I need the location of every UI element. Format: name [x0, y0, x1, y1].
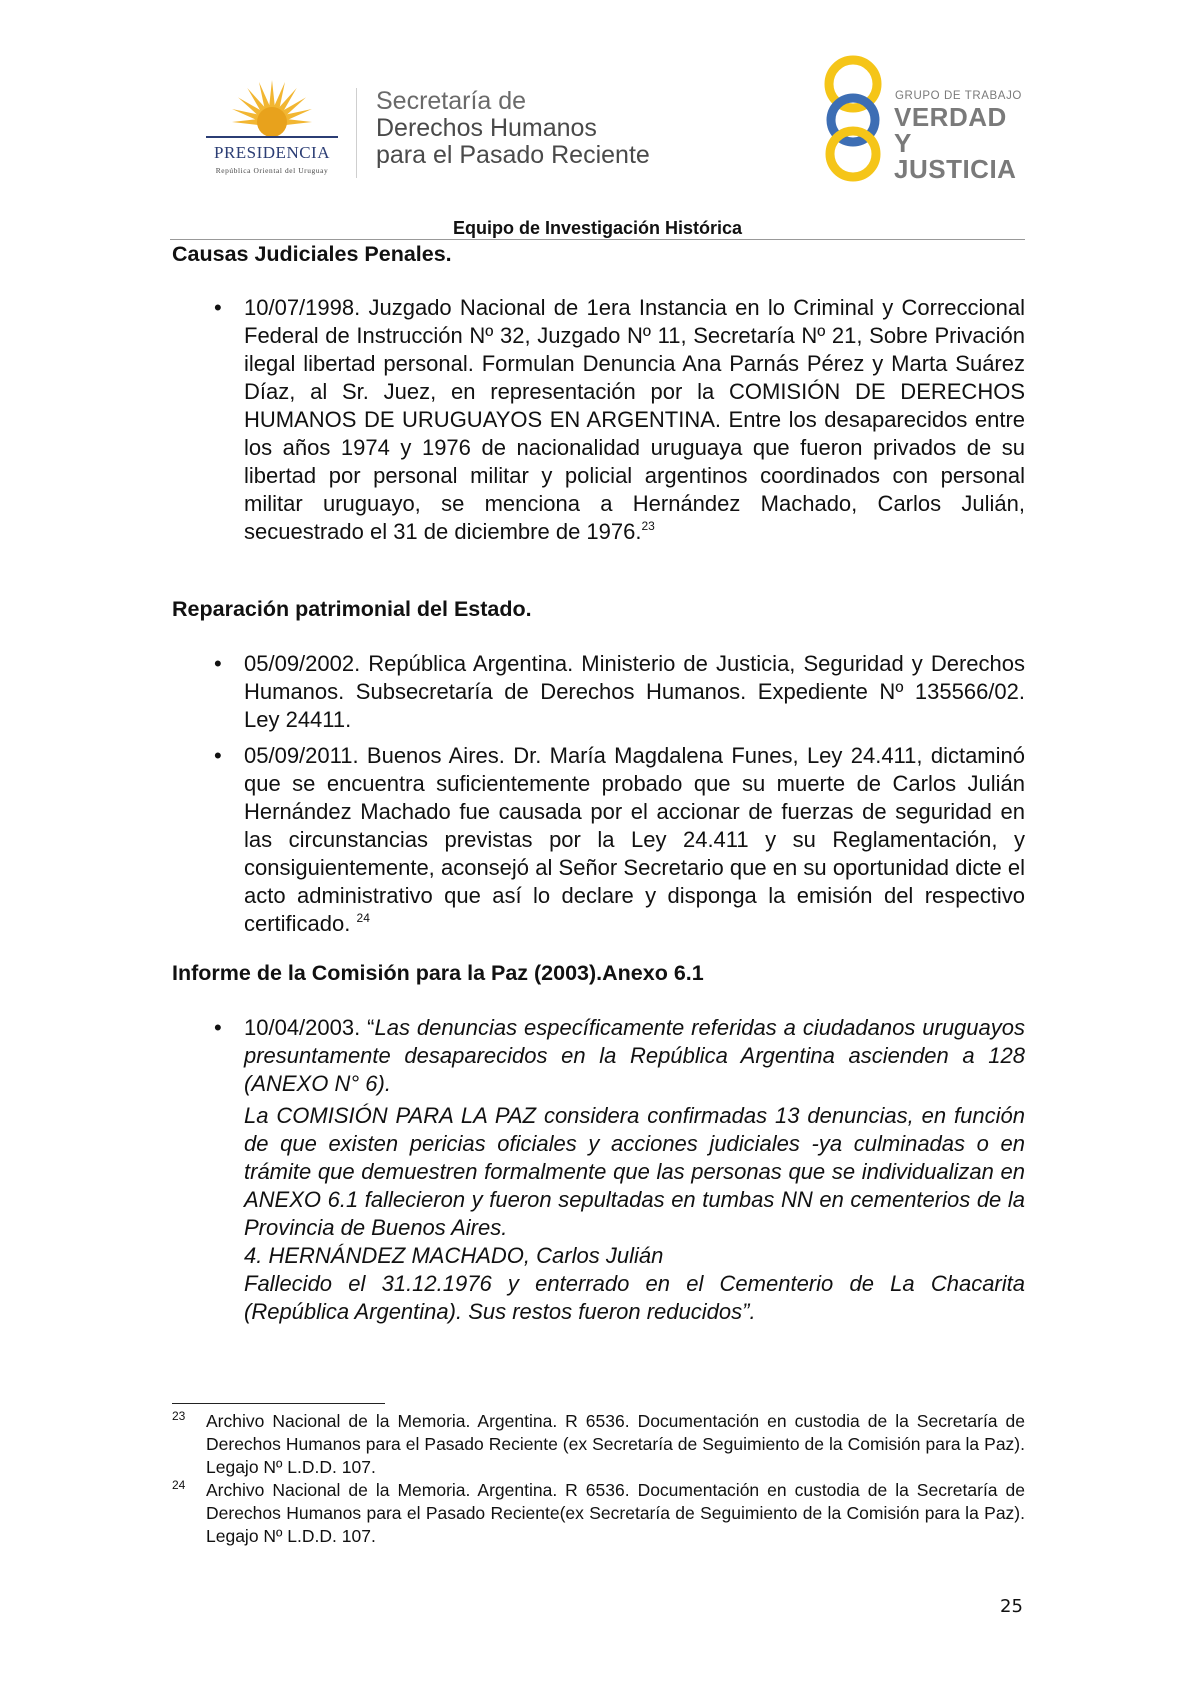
list-item: 05/09/2002. República Argentina. Ministerio de Justicia, Seguridad y Derechos Humanos. Subsecretaría de Derechos Humanos. Expediente Nº 135566/02. Ley 24411. — [244, 651, 1025, 732]
grupo-label: GRUPO DE TRABAJO — [895, 90, 1022, 102]
grupo-title-line-1: VERDAD Y — [894, 102, 1007, 158]
footnote-number: 23 — [172, 1409, 186, 1423]
page-number: 25 — [1000, 1596, 1023, 1617]
presidencia-subtitle: República Oriental del Uruguay — [215, 166, 329, 175]
bullet-icon: • — [214, 743, 222, 768]
list-item — [244, 294, 1025, 546]
list-item — [244, 1014, 1025, 1098]
verdad-justicia-logo — [820, 54, 1030, 184]
footnote-text: Archivo Nacional de la Memoria. Argentina. R 6536. Documentación en custodia de la Secretaría de Derechos Humanos para el Pasado Reciente (ex Secretaría de Seguimiento de la Comisión para la Paz). Legajo Nº L.D.D. 107. — [206, 1411, 1025, 1477]
list-item — [244, 742, 1025, 938]
footnote-text: Archivo Nacional de la Memoria. Argentina. R 6536. Documentación en custodia de la Secretaría de Derechos Humanos para el Pasado Reciente(ex Secretaría de Seguimiento de la Comisión para la Paz). Legajo Nº L.D.D. 107. — [206, 1480, 1025, 1546]
footnote-number: 24 — [172, 1478, 186, 1492]
footnote-ref-24[interactable]: 24 — [356, 911, 370, 925]
list-item-text: 05/09/2011. Buenos Aires. Dr. María Magdalena Funes, Ley 24.411, dictaminó que se encuentra suficientemente probado que su muerte de Carlos Julián Hernández Machado fue causada por el accionar de fuerzas de seguridad en las circunstancias previstas por la Ley 24.411 y su Reglamentación, y consiguientemente, aconsejó al Señor Secretario que en su oportunidad dicte el acto administrativo que así lo declare y disponga la emisión del respectivo certificado. — [244, 743, 1025, 936]
secretaria-line-2: Derechos Humanos — [376, 114, 597, 142]
grupo-title-line-2: JUSTICIA — [894, 154, 1017, 184]
presidencia-logo — [196, 78, 351, 178]
logo-divider — [356, 88, 357, 178]
quote-name-line: 4. HERNÁNDEZ MACHADO, Carlos Julián — [244, 1243, 664, 1268]
bullet-icon: • — [214, 651, 222, 676]
header-team-title: Equipo de Investigación Histórica — [452, 218, 743, 238]
secretaria-logo-text — [376, 88, 650, 169]
interlocked-rings-icon — [820, 54, 890, 184]
item-date: 10/04/2003. “ — [244, 1015, 375, 1040]
footnote-rule — [172, 1403, 385, 1404]
presidencia-wordmark: PRESIDENCIA — [213, 143, 330, 162]
quote-text: Las denuncias específicamente referidas a ciudadanos uruguayos presuntamente desaparecidos en la República Argentina ascienden a 128 (ANEXO N° 6). — [244, 1015, 1025, 1096]
secretaria-line-1: Secretaría de — [376, 87, 527, 115]
sun-icon — [196, 78, 348, 148]
bullet-icon: • — [214, 1015, 222, 1040]
section-heading-causas: Causas Judiciales Penales. — [172, 242, 452, 266]
section-heading-reparacion: Reparación patrimonial del Estado. — [172, 597, 532, 621]
quote-closing: Fallecido el 31.12.1976 y enterrado en el Cementerio de La Chacarita (República Argentina). Sus restos fueron reducidos”. — [244, 1271, 1025, 1324]
grupo-title — [894, 104, 1030, 182]
quote-paragraph: La COMISIÓN PARA LA PAZ considera confirmadas 13 denuncias, en función de que existen pericias oficiales y acciones judiciales -ya culminadas o en trámite que demuestren formalmente que las personas que se individualizan en ANEXO 6.1 fallecieron y fueron sepultadas en tumbas NN en cementerios de la Provincia de Buenos Aires. — [244, 1103, 1025, 1240]
header-rule — [170, 239, 1025, 240]
secretaria-line-3: para el Pasado Reciente — [376, 141, 650, 169]
footnote-ref-23[interactable]: 23 — [641, 519, 655, 533]
section-heading-informe: Informe de la Comisión para la Paz (2003).Anexo 6.1 — [172, 961, 704, 985]
bullet-icon: • — [214, 295, 222, 320]
list-item-text: 10/07/1998. Juzgado Nacional de 1era Instancia en lo Criminal y Correccional Federal de Instrucción Nº 32, Juzgado Nº 11, Secretaría Nº 21, Sobre Privación ilegal libertad personal. Formulan Denuncia Ana Parnás Pérez y Marta Suárez Díaz, al Sr. Juez, en representación por la COMISIÓN DE DERECHOS HUMANOS DE URUGUAYOS EN ARGENTINA. Entre los desaparecidos entre los años 1974 y 1976 de nacionalidad uruguaya que fueron privados de su libertad por personal militar y policial argentinos coordinados con personal militar uruguayo, se menciona a Hernández Machado, Carlos Julián, secuestrado el 31 de diciembre de 1976. — [244, 295, 1025, 544]
